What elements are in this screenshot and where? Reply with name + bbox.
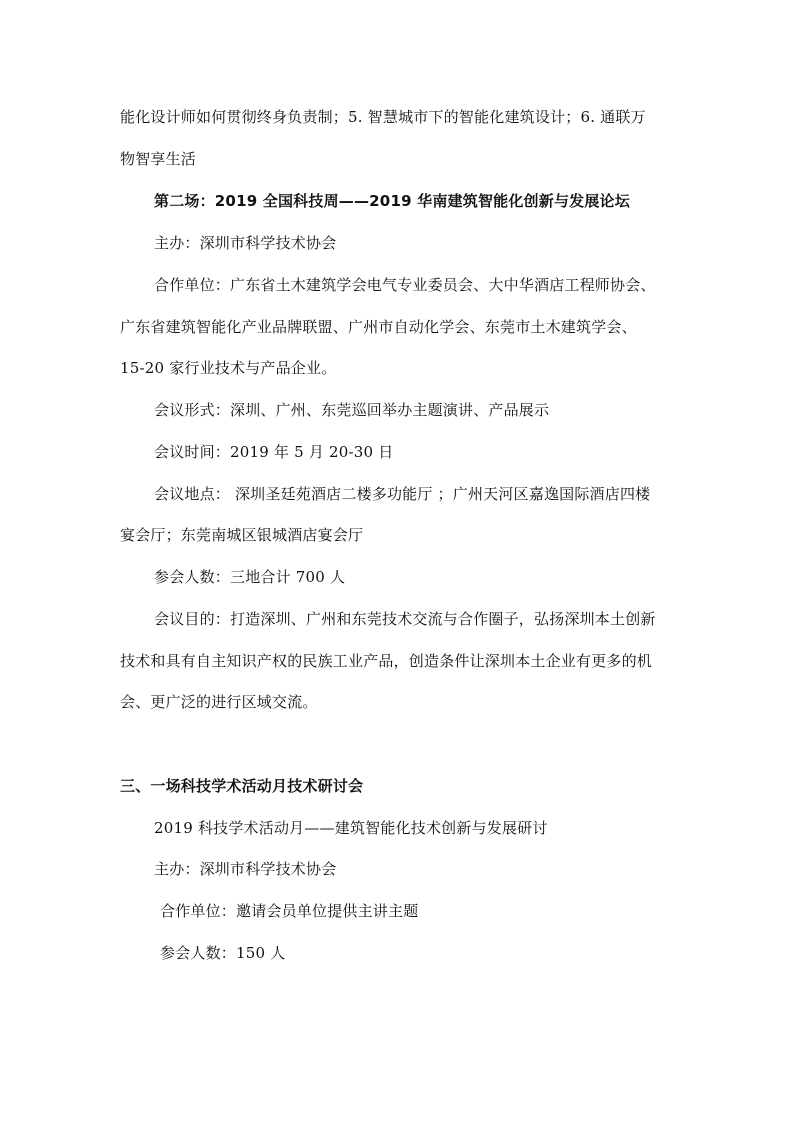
forum2-venue-line-2: 宴会厅；东莞南城区银城酒店宴会厅 <box>120 526 364 544</box>
section3-partner: 合作单位：邀请会员单位提供主讲主题 <box>160 902 419 920</box>
forum2-attendees: 参会人数：三地合计 700 人 <box>154 568 346 586</box>
section3-heading: 三、一场科技学术活动月技术研讨会 <box>120 777 364 795</box>
forum2-partner-line-2: 广东省建筑智能化产业品牌联盟、广州市自动化学会、东莞市土木建筑学会、 <box>120 318 637 336</box>
section3-host: 主办：深圳市科学技术协会 <box>154 860 337 878</box>
forum2-purpose-line-1: 会议目的：打造深圳、广州和东莞技术交流与合作圈子，弘扬深圳本土创新 <box>154 610 656 628</box>
section3-attendees: 参会人数：150 人 <box>160 944 286 962</box>
intro-line-2: 物智享生活 <box>120 150 197 168</box>
forum2-host: 主办：深圳市科学技术协会 <box>154 234 337 252</box>
forum2-partner-line-3: 15-20 家行业技术与产品企业。 <box>120 359 337 377</box>
forum2-venue-line-1: 会议地点： 深圳圣廷苑酒店二楼多功能厅 ；广州天河区嘉逸国际酒店四楼 <box>154 485 651 503</box>
section3-title: 2019 科技学术活动月——建筑智能化技术创新与发展研讨 <box>154 819 548 837</box>
forum2-heading: 第二场：2019 全国科技周——2019 华南建筑智能化创新与发展论坛 <box>154 192 630 210</box>
forum2-purpose-line-2: 技术和具有自主知识产权的民族工业产品，创造条件让深圳本土企业有更多的机 <box>120 652 653 670</box>
intro-line-1: 能化设计师如何贯彻终身负责制；5. 智慧城市下的智能化建筑设计；6. 通联万 <box>120 108 646 126</box>
forum2-format: 会议形式：深圳、广州、东莞巡回举办主题演讲、产品展示 <box>154 401 550 419</box>
forum2-partner-line-1: 合作单位：广东省土木建筑学会电气专业委员会、大中华酒店工程师协会、 <box>154 276 656 294</box>
forum2-time: 会议时间：2019 年 5 月 20-30 日 <box>154 443 394 461</box>
forum2-purpose-line-3: 会、更广泛的进行区域交流。 <box>120 693 318 711</box>
